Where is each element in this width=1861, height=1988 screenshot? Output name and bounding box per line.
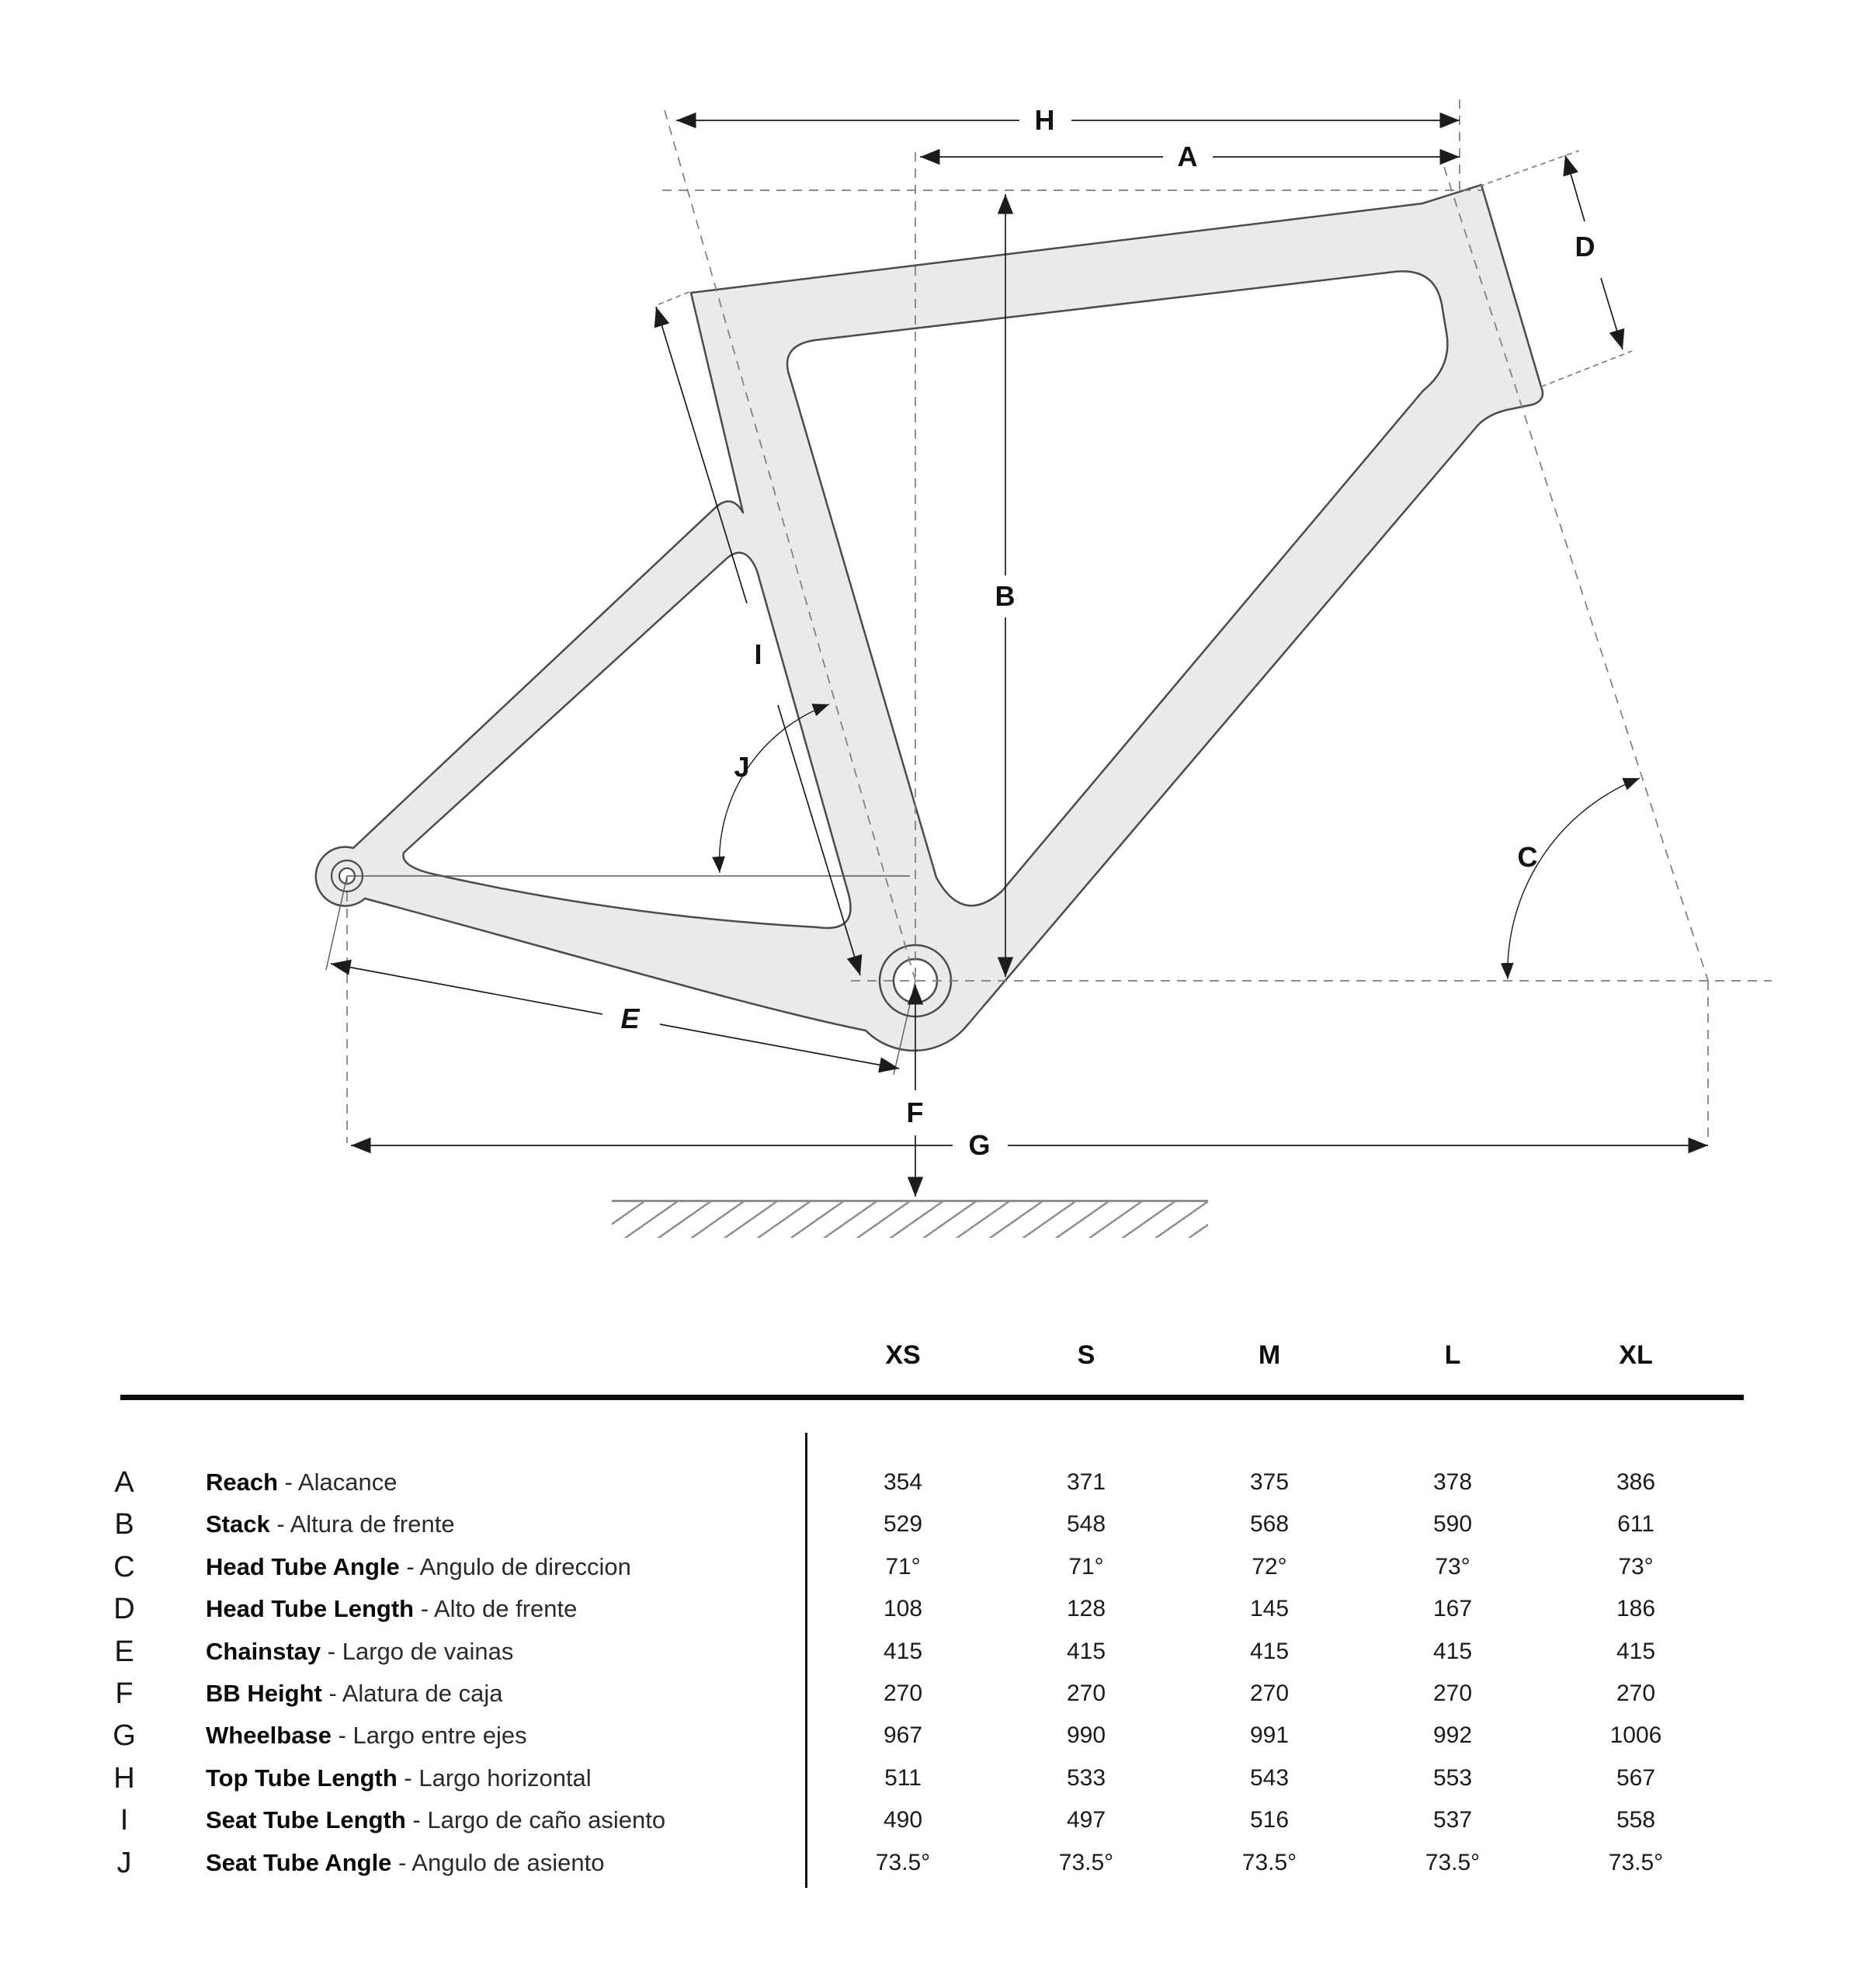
table-cell-value: 73.5° [1241,1849,1297,1875]
dim-label-A: A [1171,141,1206,173]
dim-label-B: B [988,580,1023,613]
table-cell-value: 386 [1616,1469,1656,1495]
table-header-rule [120,1395,1744,1400]
row-separator: - [404,1764,412,1792]
table-cell-value: 270 [1249,1680,1290,1706]
table-cell-value: 375 [1249,1469,1290,1495]
row-letter: J [116,1846,132,1879]
table-row [0,1757,1861,1799]
table-cell-value: 270 [1616,1680,1656,1706]
table-cell-value: 548 [1066,1511,1106,1538]
table-cell-value: 415 [1066,1638,1106,1664]
dim-label-J: J [734,751,751,783]
table-row [0,1842,1861,1884]
table-cell-value: 145 [1249,1596,1290,1622]
table-cell-value: 533 [1066,1764,1106,1791]
row-measure-name [206,1503,455,1545]
table-cell-value: 73.5° [1058,1849,1114,1875]
row-desc: Largo de caño asiento [427,1806,666,1834]
row-desc: Alacance [297,1468,398,1496]
table-cell-value: 553 [1432,1764,1473,1791]
size-column-header: M [1258,1340,1281,1370]
table-row [0,1503,1861,1545]
row-term: Seat Tube Length [206,1806,406,1834]
row-desc: Altura de frente [290,1510,455,1538]
table-cell-value: 71° [885,1553,921,1580]
dim-label-D: D [1568,231,1603,263]
dim-label-F: F [900,1097,932,1129]
row-letter: C [113,1550,135,1583]
table-cell-value: 490 [883,1807,923,1833]
table-cell-value: 415 [1616,1638,1656,1664]
row-term: Chainstay [206,1637,321,1665]
row-measure-name [206,1588,577,1630]
row-separator: - [327,1637,336,1665]
row-measure-name [206,1842,604,1884]
row-measure-name [206,1546,631,1588]
size-column-header: S [1077,1340,1095,1370]
table-cell-value: 990 [1066,1722,1106,1749]
row-separator: - [398,1848,407,1876]
row-term: Stack [206,1510,270,1538]
dim-label-H: H [1028,104,1063,137]
row-separator: - [412,1806,421,1834]
row-letter: G [113,1719,136,1753]
row-measure-name [206,1715,527,1757]
table-row [0,1588,1861,1630]
table-row [0,1715,1861,1757]
row-letter: H [113,1761,135,1795]
row-term: BB Height [206,1680,322,1707]
row-desc: Alto de frente [433,1595,578,1623]
row-separator: - [406,1552,415,1580]
table-cell-value: 1006 [1609,1722,1662,1749]
row-letter: F [115,1677,134,1710]
table-row [0,1673,1861,1715]
row-desc: Alatura de caja [342,1680,503,1707]
table-cell-value: 371 [1066,1469,1106,1495]
table-cell-value: 186 [1616,1596,1656,1622]
row-separator: - [284,1468,293,1496]
table-cell-value: 590 [1432,1511,1473,1538]
size-column-header: L [1444,1340,1461,1370]
table-cell-value: 354 [883,1469,923,1495]
size-column-header: XS [885,1340,921,1370]
table-cell-value: 415 [1432,1638,1473,1664]
size-column-header: XL [1619,1340,1653,1370]
table-cell-value: 128 [1066,1596,1106,1622]
row-separator: - [338,1722,346,1750]
table-row [0,1631,1861,1673]
dim-label-C: C [1517,841,1539,873]
table-cell-value: 108 [883,1596,923,1622]
table-cell-value: 270 [883,1680,923,1706]
table-cell-value: 558 [1616,1807,1656,1833]
row-desc: Angulo de direccion [419,1552,631,1580]
row-term: Top Tube Length [206,1764,398,1792]
table-cell-value: 378 [1432,1469,1473,1495]
row-letter: I [120,1804,129,1837]
table-cell-value: 73.5° [1425,1849,1481,1875]
table-cell-value: 73° [1618,1553,1654,1580]
table-cell-value: 529 [883,1511,923,1538]
row-term: Seat Tube Angle [206,1848,392,1876]
table-cell-value: 991 [1249,1722,1290,1749]
table-cell-value: 992 [1432,1722,1473,1749]
row-measure-name [206,1461,397,1503]
table-cell-value: 568 [1249,1511,1290,1538]
row-separator: - [420,1595,429,1623]
row-desc: Largo de vainas [342,1637,514,1665]
dim-label-I: I [747,638,769,671]
table-cell-value: 511 [884,1764,922,1791]
row-term: Head Tube Length [206,1595,415,1623]
table-cell-value: 73.5° [1608,1849,1664,1875]
row-desc: Largo entre ejes [352,1722,527,1750]
table-cell-value: 270 [1066,1680,1106,1706]
row-letter: A [114,1466,134,1499]
table-cell-value: 967 [883,1722,923,1749]
table-cell-value: 415 [1249,1638,1290,1664]
table-cell-value: 415 [883,1638,923,1664]
table-row [0,1461,1861,1503]
row-measure-name [206,1799,665,1841]
row-separator: - [328,1680,337,1707]
row-letter: B [114,1508,134,1541]
row-letter: D [113,1593,135,1626]
dim-label-E: E [613,1003,647,1035]
row-term: Wheelbase [206,1722,332,1750]
table-cell-value: 537 [1432,1807,1473,1833]
table-row [0,1546,1861,1588]
table-cell-value: 73° [1435,1553,1470,1580]
table-cell-value: 497 [1066,1807,1106,1833]
table-cell-value: 72° [1252,1553,1287,1580]
row-measure-name [206,1631,513,1673]
table-cell-value: 71° [1068,1553,1104,1580]
row-measure-name [206,1757,592,1799]
table-cell-value: 516 [1249,1807,1290,1833]
dim-label-G: G [961,1129,998,1162]
row-separator: - [276,1510,285,1538]
row-term: Head Tube Angle [206,1552,400,1580]
table-cell-value: 611 [1617,1511,1654,1538]
row-term: Reach [206,1468,279,1496]
row-desc: Angulo de asiento [411,1848,605,1876]
table-row [0,1799,1861,1841]
table-cell-value: 167 [1432,1596,1473,1622]
row-desc: Largo horizontal [418,1764,592,1792]
row-measure-name [206,1673,503,1715]
table-cell-value: 73.5° [875,1849,931,1875]
table-cell-value: 543 [1249,1764,1290,1791]
row-letter: E [114,1635,134,1668]
table-cell-value: 567 [1616,1764,1656,1791]
table-cell-value: 270 [1432,1680,1473,1706]
